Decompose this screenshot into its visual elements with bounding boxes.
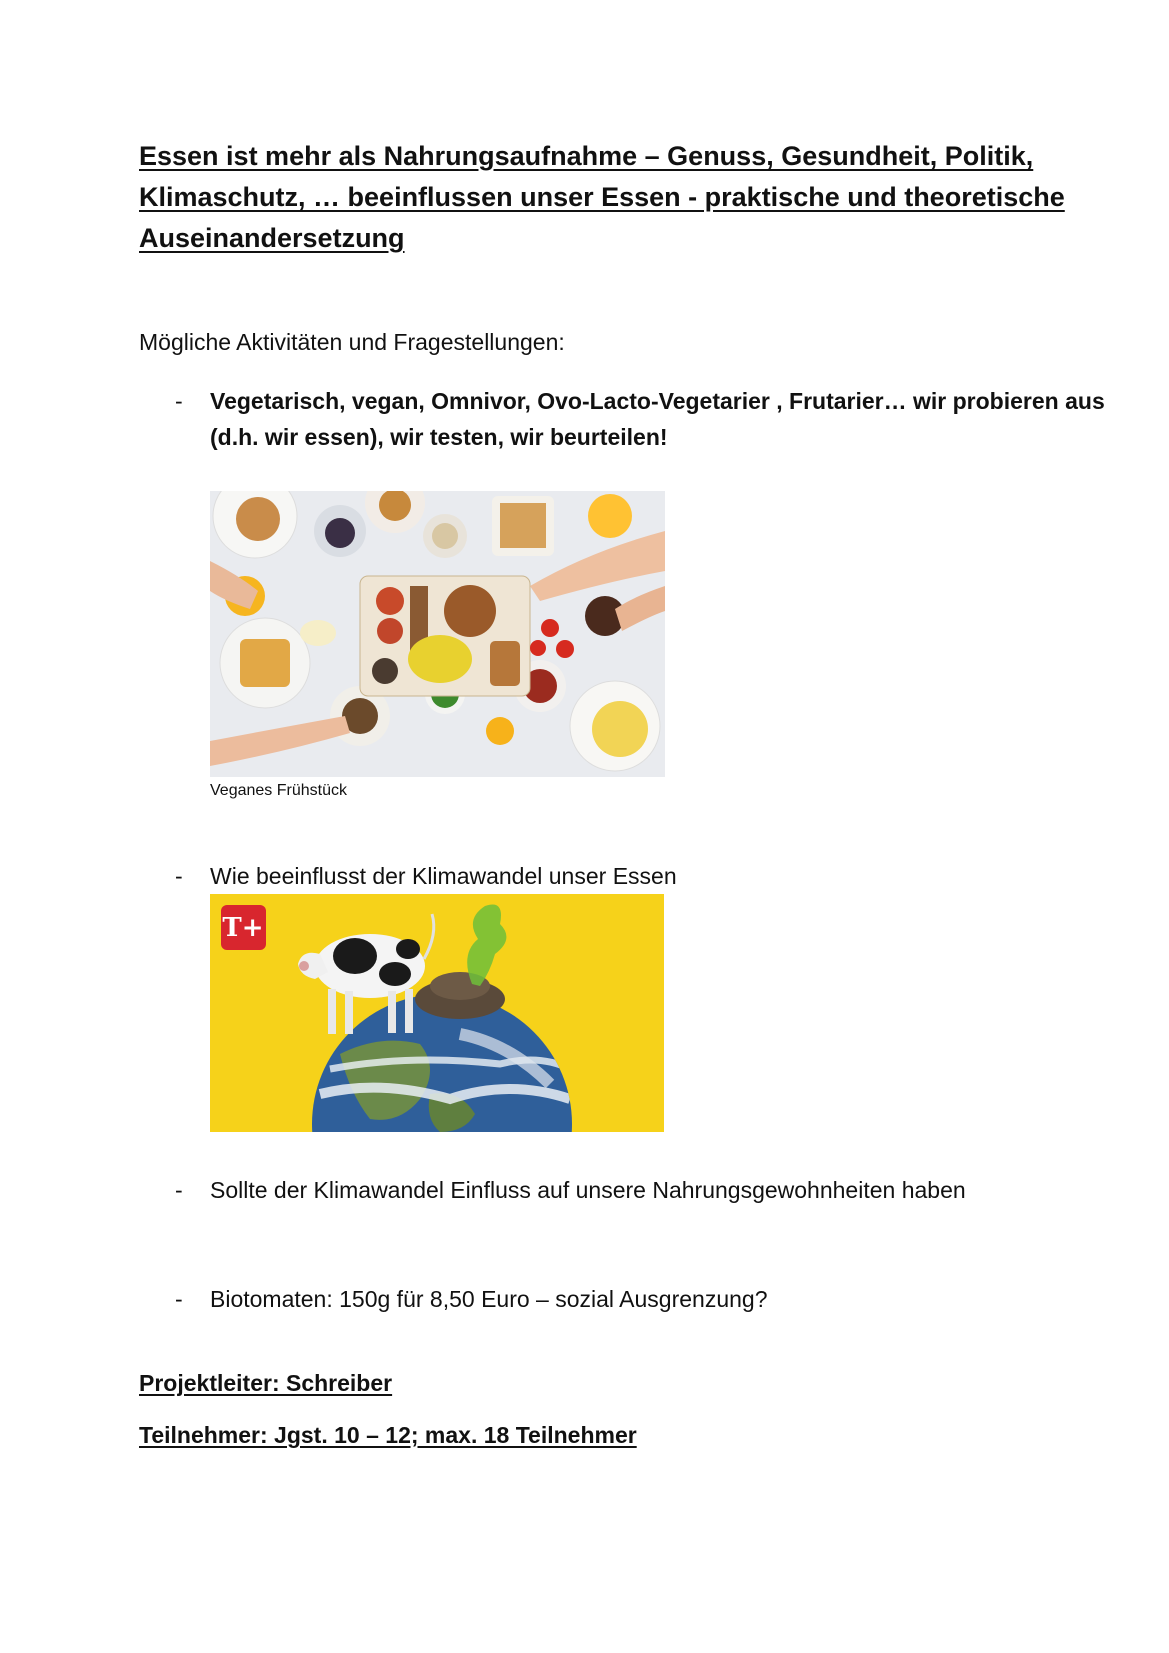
intro-text: Mögliche Aktivitäten und Fragestellungen: <box>139 329 565 355</box>
page-title: Essen ist mehr als Nahrungsaufnahme – Genuss, Gesundheit, Politik, Klimaschutz, … beeinflussen unser Essen - praktische und theoretische Auseinandersetzung <box>139 141 1065 253</box>
list-item-text: Biotomaten: 150g für 8,50 Euro – sozial Ausgrenzung? <box>210 1286 768 1312</box>
participants: Teilnehmer: Jgst. 10 – 12; max. 18 Teilnehmer <box>139 1422 637 1448</box>
list-item-text: Sollte der Klimawandel Einfluss auf unsere Nahrungsgewohnheiten haben <box>210 1177 966 1203</box>
list-dash: - <box>175 388 183 414</box>
list-item-text: Vegetarisch, vegan, Omnivor, Ovo-Lacto-Vegetarier , Frutarier… wir probieren aus (d.h. wir essen), wir testen, wir beurteilen! <box>210 388 1105 450</box>
list-dash: - <box>175 863 183 889</box>
climate-cow-earth-image <box>210 894 664 1132</box>
list-dash: - <box>175 1286 183 1312</box>
project-lead: Projektleiter: Schreiber <box>139 1370 393 1396</box>
photo-caption: Veganes Frühstück <box>210 782 347 799</box>
list-item-text: Wie beeinflusst der Klimawandel unser Essen <box>210 863 677 889</box>
badge-label: T+ <box>222 913 264 943</box>
list-dash: - <box>175 1177 183 1203</box>
vegan-breakfast-photo <box>210 491 665 777</box>
